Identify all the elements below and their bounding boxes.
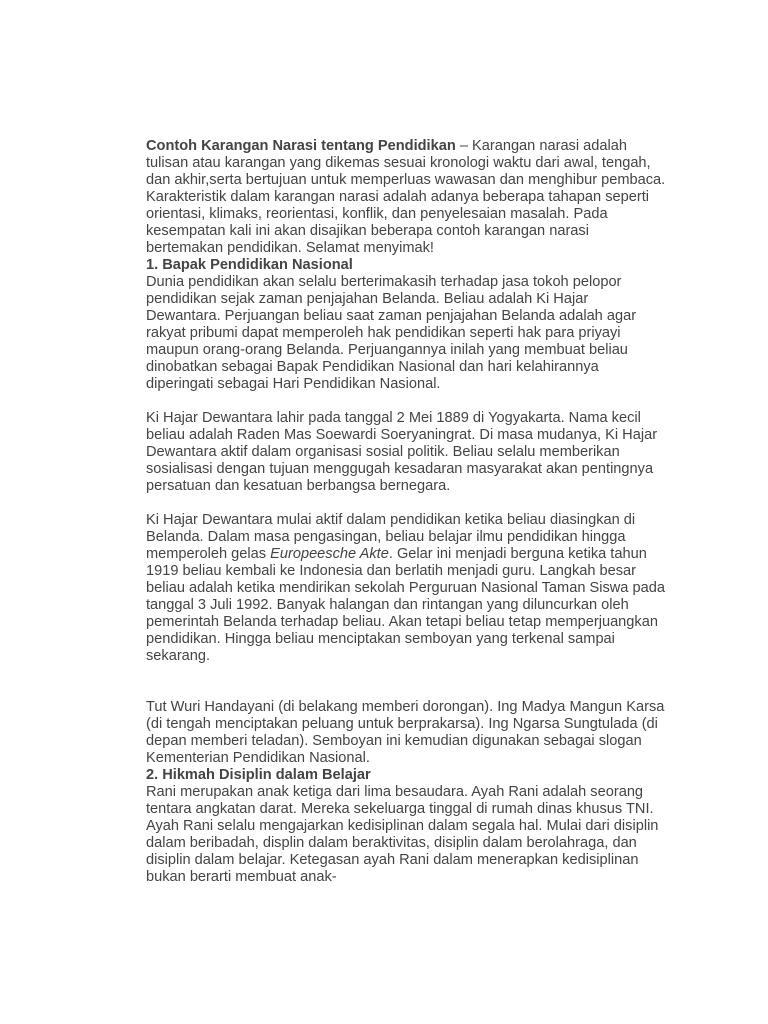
section-1-paragraph-2: Ki Hajar Dewantara lahir pada tanggal 2 Mei 1889 di Yogyakarta. Nama kecil beliau adalah Raden Mas Soewardi Soeryaningrat. Di masa mudanya, Ki Hajar Dewantara aktif dalam organisasi sosial politik. Beliau selalu memberikan sosialisasi dengan tujuan menggugah kesadaran masyarakat akan pentingnya persatuan dan kesatuan berbangsa bernegara. <box>146 410 658 494</box>
paragraph-spacer <box>146 665 666 699</box>
document-title: Contoh Karangan Narasi tentang Pendidikan <box>146 138 456 154</box>
section-1-paragraph-3 <box>146 512 666 665</box>
intro-paragraph <box>146 138 666 257</box>
title-dash: – <box>455 138 472 154</box>
document-page <box>146 138 666 886</box>
europeesche-akte-term: Europeesche Akte <box>270 546 389 562</box>
paragraph-3-text-after: . Gelar ini menjadi berguna ketika tahun 1919 beliau kembali ke Indonesia dan berlatih menjadi guru. Langkah besar beliau adalah ketika mendirikan sekolah Perguruan Nasional Taman Siswa pada tanggal 3 Juli 1992. Banyak halangan dan rintangan yang diluncurkan oleh pemerintah Belanda terhadap beliau. Akan tetapi beliau tetap memperjuangkan pendidikan. Hingga beliau menciptakan semboyan yang terkenal sampai sekarang. <box>146 546 665 664</box>
paragraph-spacer <box>146 495 666 512</box>
section-1-paragraph-1: Dunia pendidikan akan selalu berterimakasih terhadap jasa tokoh pelopor pendidikan sejak zaman penjajahan Belanda. Beliau adalah Ki Hajar Dewantara. Perjuangan beliau saat zaman penjajahan Belanda adalah agar rakyat pribumi dapat memperoleh hak pendidikan seperti hak para priyayi maupun orang-orang Belanda. Perjuangannya inilah yang membuat beliau dinobatkan sebagai Bapak Pendidikan Nasional dan hari kelahirannya diperingati sebagai Hari Pendidikan Nasional. <box>146 274 637 392</box>
section-2-heading: 2. Hikmah Disiplin dalam Belajar <box>146 767 371 783</box>
section-1-heading: 1. Bapak Pendidikan Nasional <box>146 257 353 273</box>
paragraph-3-text-before: Ki Hajar Dewantara mulai aktif dalam pendidikan ketika beliau diasingkan di Belanda. Dalam masa pengasingan, beliau belajar ilmu pendidikan hingga memperoleh gelas <box>146 512 636 562</box>
section-2-paragraph-1: Rani merupakan anak ketiga dari lima besaudara. Ayah Rani adalah seorang tentara angkatan darat. Mereka sekeluarga tinggal di rumah dinas khusus TNI. Ayah Rani selalu mengajarkan kedisiplinan dalam segala hal. Mulai dari disiplin dalam beribadah, displin dalam beraktivitas, disiplin dalam berolahraga, dan disiplin dalam belajar. Ketegasan ayah Rani dalam menerapkan kedisiplinan bukan berarti membuat anak- <box>146 784 659 885</box>
paragraph-spacer <box>146 393 666 410</box>
intro-text: Karangan narasi adalah tulisan atau karangan yang dikemas sesuai kronologi waktu dari awal, tengah, dan akhir,serta bertujuan untuk memperluas wawasan dan menghibur pembaca. Karakteristik dalam karangan narasi adalah adanya beberapa tahapan seperti orientasi, klimaks, reorientasi, konflik, dan penyelesaian masalah. Pada kesempatan kali ini akan disajikan beberapa contoh karangan narasi bertemakan pendidikan. Selamat menyimak! <box>146 138 666 256</box>
section-1-paragraph-4: Tut Wuri Handayani (di belakang memberi dorongan). Ing Madya Mangun Karsa (di tengah menciptakan peluang untuk berprakarsa). Ing Ngarsa Sungtulada (di depan memberi teladan). Semboyan ini kemudian digunakan sebagai slogan Kementerian Pendidikan Nasional. <box>146 699 665 766</box>
